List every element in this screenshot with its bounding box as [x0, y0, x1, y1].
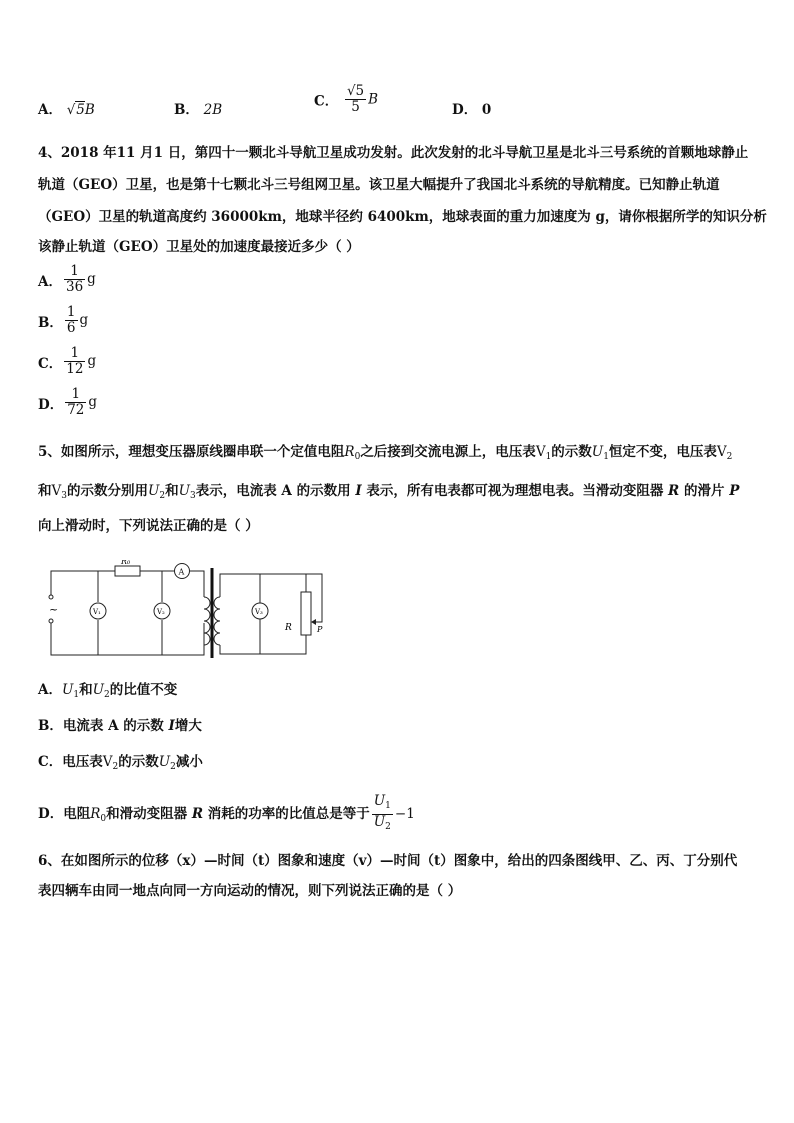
label-r: R	[285, 623, 292, 633]
label-v1: V₁	[93, 608, 101, 616]
secondary-coil	[214, 597, 220, 645]
terminal-bottom	[49, 619, 53, 623]
q3-option-d: D． 0	[452, 102, 492, 118]
q3-option-c: C． $\frac{√5}{5}$ B	[314, 83, 379, 115]
q6-stem-line-2: 表四辆车由同一地点向同一方向运动的情况，则下列说法正确的是（ ）	[38, 883, 462, 899]
q5-option-b: B．电流表 A 的示数 I增大	[38, 718, 202, 734]
q5-stem-line-1: 5、如图所示，理想变压器原线圈串联一个定值电阻$R_0$之后接到交流电源上，电压表$V_1$的示数$U_1$恒定不变，电压表$V_2$	[38, 444, 733, 462]
wire	[220, 574, 306, 597]
primary-coil	[204, 597, 210, 645]
q4-stem-line-2: 轨道（GEO）卫星，也是第十七颗北斗三号组网卫星。该卫星大幅提升了我国北斗系统的导航精度。已知静止轨道	[38, 177, 720, 193]
slider-wire	[306, 574, 322, 622]
slider-arrow	[311, 619, 316, 625]
q5-option-a: A．$U_1$和$U_2$的比值不变	[38, 682, 178, 700]
terminal-top	[49, 595, 53, 599]
q4-stem-line-1: 4、2018 年11 月1 日，第四十一颗北斗导航卫星成功发射。此次发射的北斗导航卫星是北斗三号系统的首颗地球静止	[38, 145, 749, 161]
wire	[190, 571, 204, 597]
q4-option-b: B． $\frac{1}{6}$ g	[38, 304, 89, 336]
label-v2: V₂	[157, 608, 165, 616]
q4-option-a: A． $\frac{1}{36}$ g	[38, 263, 96, 295]
label-v3: V₃	[255, 608, 263, 616]
q3-option-a: A． √5B	[38, 102, 95, 118]
label-p: P	[317, 625, 323, 634]
q5-stem-line-3: 向上滑动时，下列说法正确的是（ ）	[38, 518, 259, 534]
q5-option-c: C．电压表$V_2$的示数$U_2$减小	[38, 754, 203, 772]
q5-option-d: D．电阻$R_0$和滑动变阻器 R 消耗的功率的比值总是等于 $\frac{U_1}{U_2}$ −1	[38, 794, 756, 839]
resistor-r0	[115, 566, 140, 576]
sqrt-symbol: √	[66, 102, 76, 118]
wire	[51, 623, 204, 655]
q5-stem-line-2: 和$V_3$的示数分别用$U_2$和$U_3$表示，电流表 A 的示数用 I 表示，所有电表都可视为理想电表。当滑动变阻器 R 的滑片 P	[38, 483, 740, 501]
circuit-diagram	[40, 560, 340, 660]
label-r0: R₀	[121, 560, 131, 566]
wire	[51, 571, 115, 595]
fraction: $\frac{√5}{5}$	[346, 83, 365, 115]
q4-stem-line-3: （GEO）卫星的轨道高度约 36000km，地球半径约 6400km，地球表面的重力加速度为 g，请你根据所学的知识分析	[38, 209, 767, 225]
q6-stem-line-1: 6、在如图所示的位移（x）—时间（t）图象和速度（v）—时间（t）图象中，给出的四条图线甲、乙、丙、丁分别代	[38, 853, 738, 869]
q4-option-d: D． $\frac{1}{72}$ g	[38, 386, 98, 418]
q3-option-b: B． 2B	[174, 102, 223, 118]
q4-option-c: C． $\frac{1}{12}$ g	[38, 345, 97, 377]
wire	[220, 635, 306, 654]
q4-stem-line-4: 该静止轨道（GEO）卫星处的加速度最接近多少（ ）	[38, 239, 360, 255]
fraction-u1-u2: $\frac{U_1}{U_2}$	[373, 793, 391, 832]
rheostat-r	[301, 592, 311, 635]
q3-options	[38, 83, 758, 122]
label-a: A	[178, 567, 185, 577]
ac-symbol: ~	[49, 603, 59, 616]
